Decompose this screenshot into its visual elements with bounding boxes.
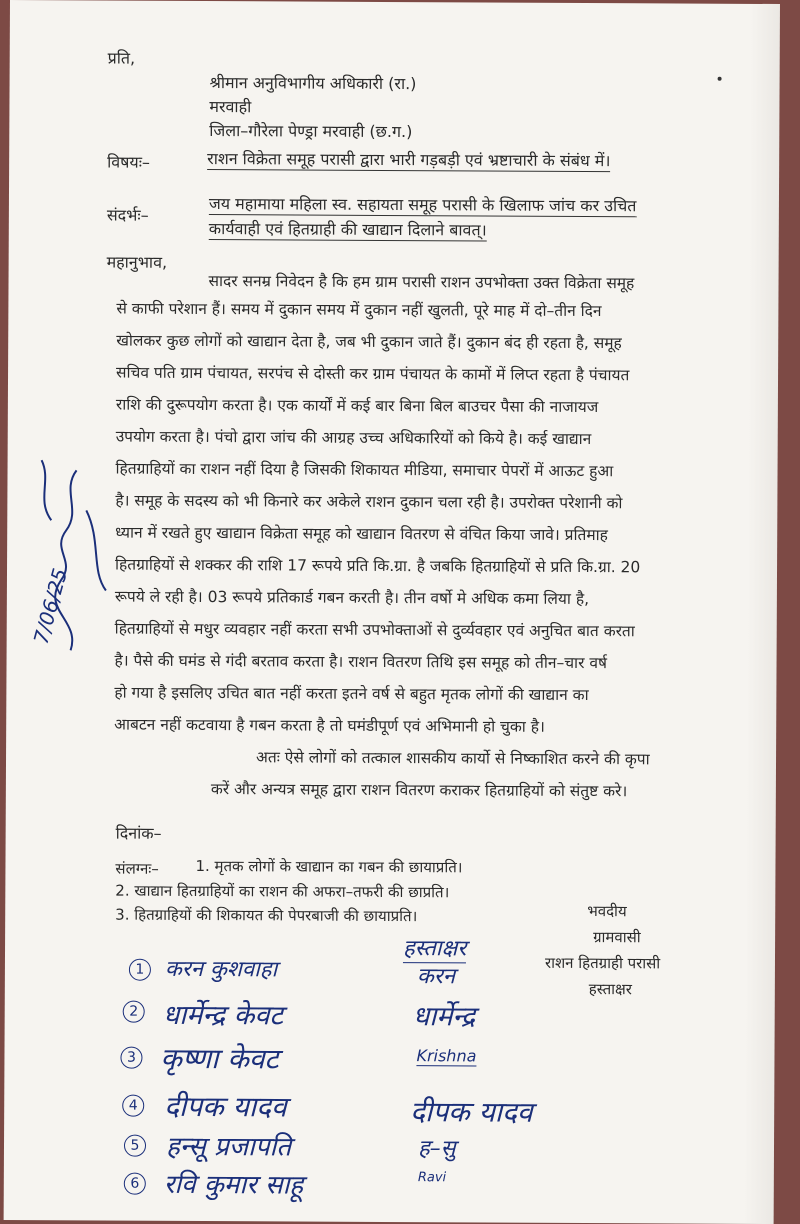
subject-label: विषयः– [107, 152, 151, 172]
row-number: 6 [124, 1173, 146, 1195]
closing-signature-heading: हस्ताक्षर [588, 980, 633, 999]
ink-dot [718, 77, 722, 81]
place: मरवाही [209, 97, 252, 117]
handwritten-name: हन्सू प्रजापति [165, 1131, 292, 1163]
body-line: राशि की दुरूपयोग करता है। एक कार्यों में कई बार बिना बिल बाउचर पैसा की नाजायज [115, 395, 599, 417]
margin-date-note: 7/06/25 [28, 565, 73, 647]
addressee: श्रीमान अनुविभागीय अधिकारी (रा.) [209, 73, 417, 94]
body-line: हो गया है इसलिए उचित बात नहीं करता इतने वर्ष से बहुत मृतक लोगों की खाद्यान का [114, 683, 589, 705]
handwritten-signature-header: हस्ताक्षर [403, 932, 466, 963]
district: जिला–गौरेला पेण्ड्रा मरवाही (छ.ग.) [209, 121, 413, 142]
body-line: हितग्राहियों से मधुर व्यवहार नहीं करता सभी उपभोक्ताओं से दुर्व्यवहार एवं अनुचित बात करता [114, 619, 635, 641]
body-line: हितग्राहियों का राशन नहीं दिया है जिसकी शिकायत मीडिया, समाचार पेपरों में आऊट हुआ [115, 459, 614, 481]
enclosure-label: संलग्नः– [115, 859, 159, 878]
body-line: ध्यान में रखते हुए खाद्यान विक्रेता समूह को खाद्यान वितरण से वंचित किया जावे। प्रतिमाह [115, 523, 608, 545]
request-line: अतः ऐसे लोगों को तत्काल शासकीय कार्यो से निष्काशित करने की कृपा [255, 748, 650, 769]
handwritten-name: धार्मेन्द्र केवट [162, 999, 284, 1032]
enclosure-item: 1. मृतक लोगों के खाद्यान का गबन की छायाप्रति। [195, 856, 463, 877]
enclosure-item: 2. खाद्यान हितग्राहियों का राशन की अफरा–तफरी की छाप्रति। [115, 881, 450, 902]
row-number: 2 [123, 1001, 145, 1023]
body-line: है। समूह के सदस्य को भी किनारे कर अकेले राशन दुकान चला रही है। उपरोक्त परेशानी को [115, 491, 623, 513]
row-number: 1 [129, 959, 151, 981]
body-line: सादर सनम्र निवेदन है कि हम ग्राम परासी राशन उपभोक्ता उक्त विक्रेता समूह [208, 272, 635, 293]
handwritten-name: दीपक यादव [164, 1089, 287, 1124]
body-line: खोलकर कुछ लोगों को खाद्यान देता है, जब भी दुकान जाते हैं। दुकान बंद ही रहता है, समूह [116, 331, 622, 353]
handwritten-name: रवि कुमार साहू [163, 1169, 304, 1201]
body-line: रूपये ले रही है। 03 रूपये प्रतिकार्ड गबन करती है। तीन वर्षो मे अधिक कमा लिया है, [114, 587, 590, 609]
reference-label: संदर्भः– [106, 205, 149, 225]
enclosure-item: 3. हितग्राहियों की शिकायत की पेपरबाजी की छायाप्रति। [115, 905, 418, 926]
handwritten-sign: करन [416, 964, 456, 990]
handwritten-sign: दीपक यादव [410, 1095, 533, 1129]
handwritten-name: करन कुशवाहा [164, 956, 278, 983]
row-number: 4 [122, 1095, 144, 1117]
closing-beneficiary: राशन हितग्राही परासी [544, 953, 661, 973]
salutation: महानुभाव, [106, 252, 168, 272]
letter-page [4, 0, 780, 1224]
body-line: से काफी परेशान हैं। समय में दुकान समय में दुकान नहीं खुलती, पूरे माह में दो–तीन दिन [116, 299, 602, 321]
body-line: हितग्राहियों से शक्कर की राशि 17 रूपये प्रति कि.ग्रा. है जबकि हितग्राहियों से प्रति कि.ग्रा. 20 [114, 555, 641, 577]
handwritten-sign: धार्मेन्द्र [412, 1001, 476, 1033]
reference-line-2: कार्यवाही एवं हितग्राही की खाद्यान दिलाने बावत्। [208, 219, 487, 240]
closing-gramvasi: ग्रामवासी [593, 928, 641, 947]
request-line: करें और अन्यत्र समूह द्वारा राशन वितरण कराकर हितग्राहियों को संतुष्ट करे। [210, 780, 628, 801]
handwritten-sign: Krishna [416, 1046, 477, 1066]
handwritten-sign: ह–सु [417, 1136, 456, 1162]
date-label: दिनांक– [115, 823, 162, 843]
handwritten-name: कृष्णा केवट [160, 1041, 279, 1076]
reference-line-1: जय महामाया महिला स्व. सहायता समूह परासी के खिलाफ जांच कर उचित [208, 194, 637, 216]
page-shadow [744, 4, 780, 1224]
closing-bhavdiya: भवदीय [587, 902, 627, 921]
body-line: सचिव पति ग्राम पंचायत, सरपंच से दोस्ती कर ग्राम पंचायत के कामों में लिप्त रहता है पंचायत [116, 363, 630, 385]
body-line: उपयोग करता है। पंचो द्वारा जांच की आग्रह उच्च अधिकारियों को किये है। कई खाद्यान [115, 427, 592, 449]
handwritten-sign: Ravi [417, 1170, 447, 1186]
body-line: है। पैसे की घमंड से गंदी बरताव करता है। राशन वितरण तिथि इस समूह को तीन–चार वर्ष [114, 651, 607, 673]
row-number: 5 [124, 1135, 146, 1157]
row-number: 3 [120, 1047, 142, 1069]
subject-text: राशन विक्रेता समूह परासी द्वारा भारी गड़बड़ी एवं भ्रष्टाचारी के संबंध में। [207, 149, 611, 171]
body-line: आबटन नहीं कटवाया है गबन करता है तो घमंडीपूर्ण एवं अभिमानी हो चुका है। [114, 715, 545, 736]
prati-label: प्रति, [107, 48, 136, 68]
